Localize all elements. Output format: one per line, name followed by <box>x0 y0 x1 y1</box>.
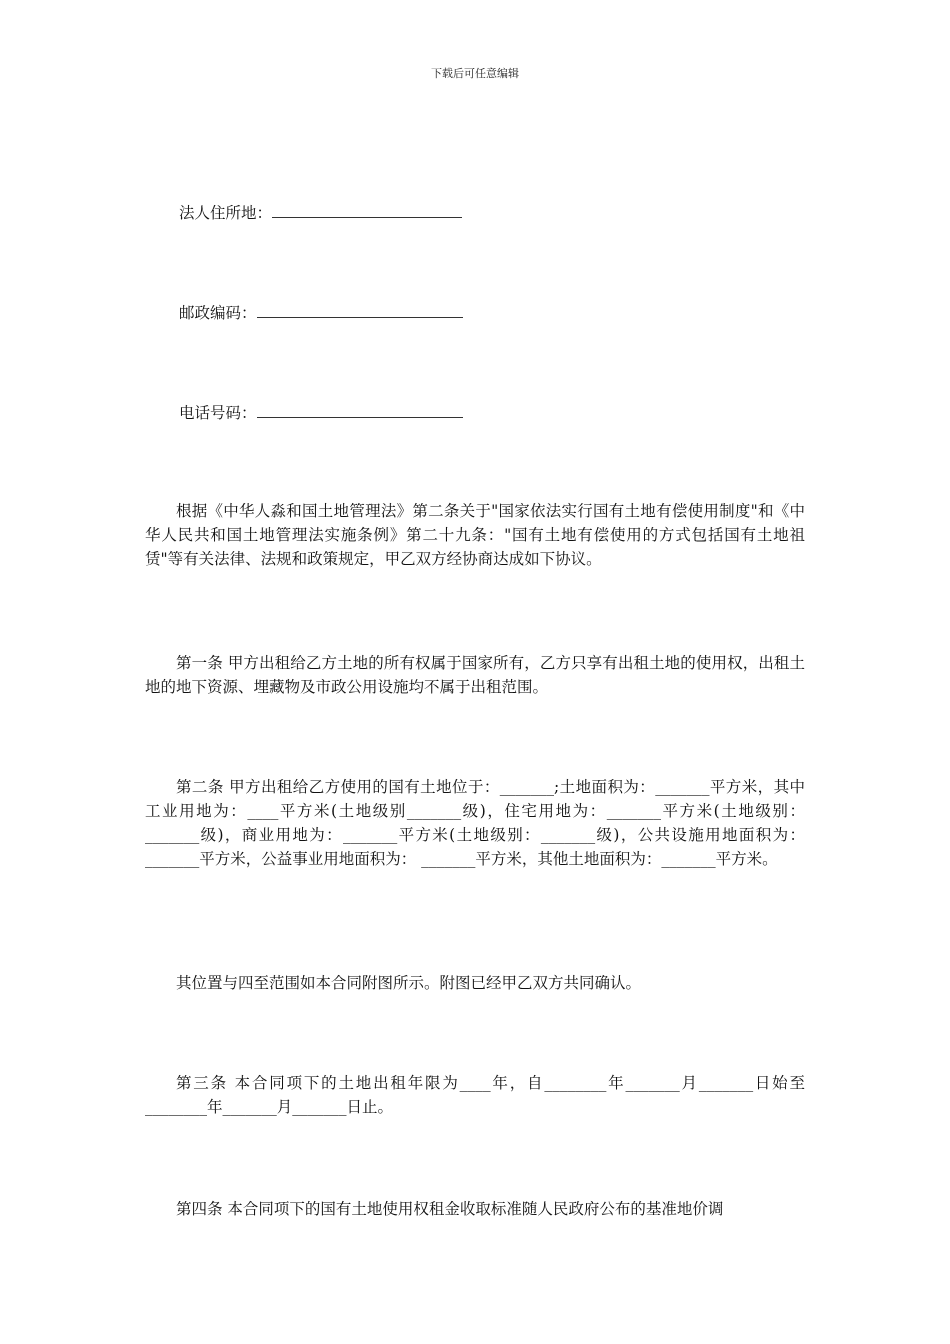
preamble-paragraph: 根据《中华人淼和国土地管理法》第二条关于"国家依法实行国有土地有偿使用制度"和《中华人民共和国土地管理法实施条例》第二十九条："国有土地有偿使用的方式包括国有土地祖赁"等有关法律、法规和政策规定，甲乙双方经协商达成如下协议。 <box>145 502 805 568</box>
article-3-paragraph: 第三条 本合同项下的土地出租年限为____年，自________年_______月_______日始至________年_______月_______日止。 <box>145 1074 805 1116</box>
article-4-paragraph: 第四条 本合同项下的国有土地使用权租金收取标准随人民政府公布的基准地价调 <box>176 1200 724 1218</box>
postcode-blank <box>257 301 463 318</box>
phone-blank <box>257 401 463 418</box>
phone-field <box>179 401 463 425</box>
article-1-paragraph: 第一条 甲方出租给乙方土地的所有权属于国家所有，乙方只享有出租土地的使用权，出租土地的地下资源、埋藏物及市政公用设施均不属于出租范围。 <box>145 654 805 696</box>
header-note: 下载后可任意编辑 <box>431 67 519 80</box>
location-paragraph: 其位置与四至范围如本合同附图所示。附图已经甲乙双方共同确认。 <box>176 974 642 992</box>
postcode-field <box>179 301 463 325</box>
legal-address-blank <box>272 201 462 218</box>
phone-label: 电话号码： <box>179 404 257 422</box>
legal-address-label: 法人住所地： <box>179 204 273 222</box>
legal-address-field <box>179 201 462 225</box>
article-2-paragraph: 第二条 甲方出租给乙方使用的国有土地位于：_______;土地面积为：_______平方米，其中工业用地为：____平方米(土地级别_______级)，住宅用地为：_______平方米(土地级别：_______级)，商业用地为：_______平方米(土地级别：_______级)，公共设施用地面积为：_______平方米，公益事业用地面积为： _______平方米，其他土地面积为：_______平方米。 <box>145 778 805 868</box>
postcode-label: 邮政编码： <box>179 304 257 322</box>
